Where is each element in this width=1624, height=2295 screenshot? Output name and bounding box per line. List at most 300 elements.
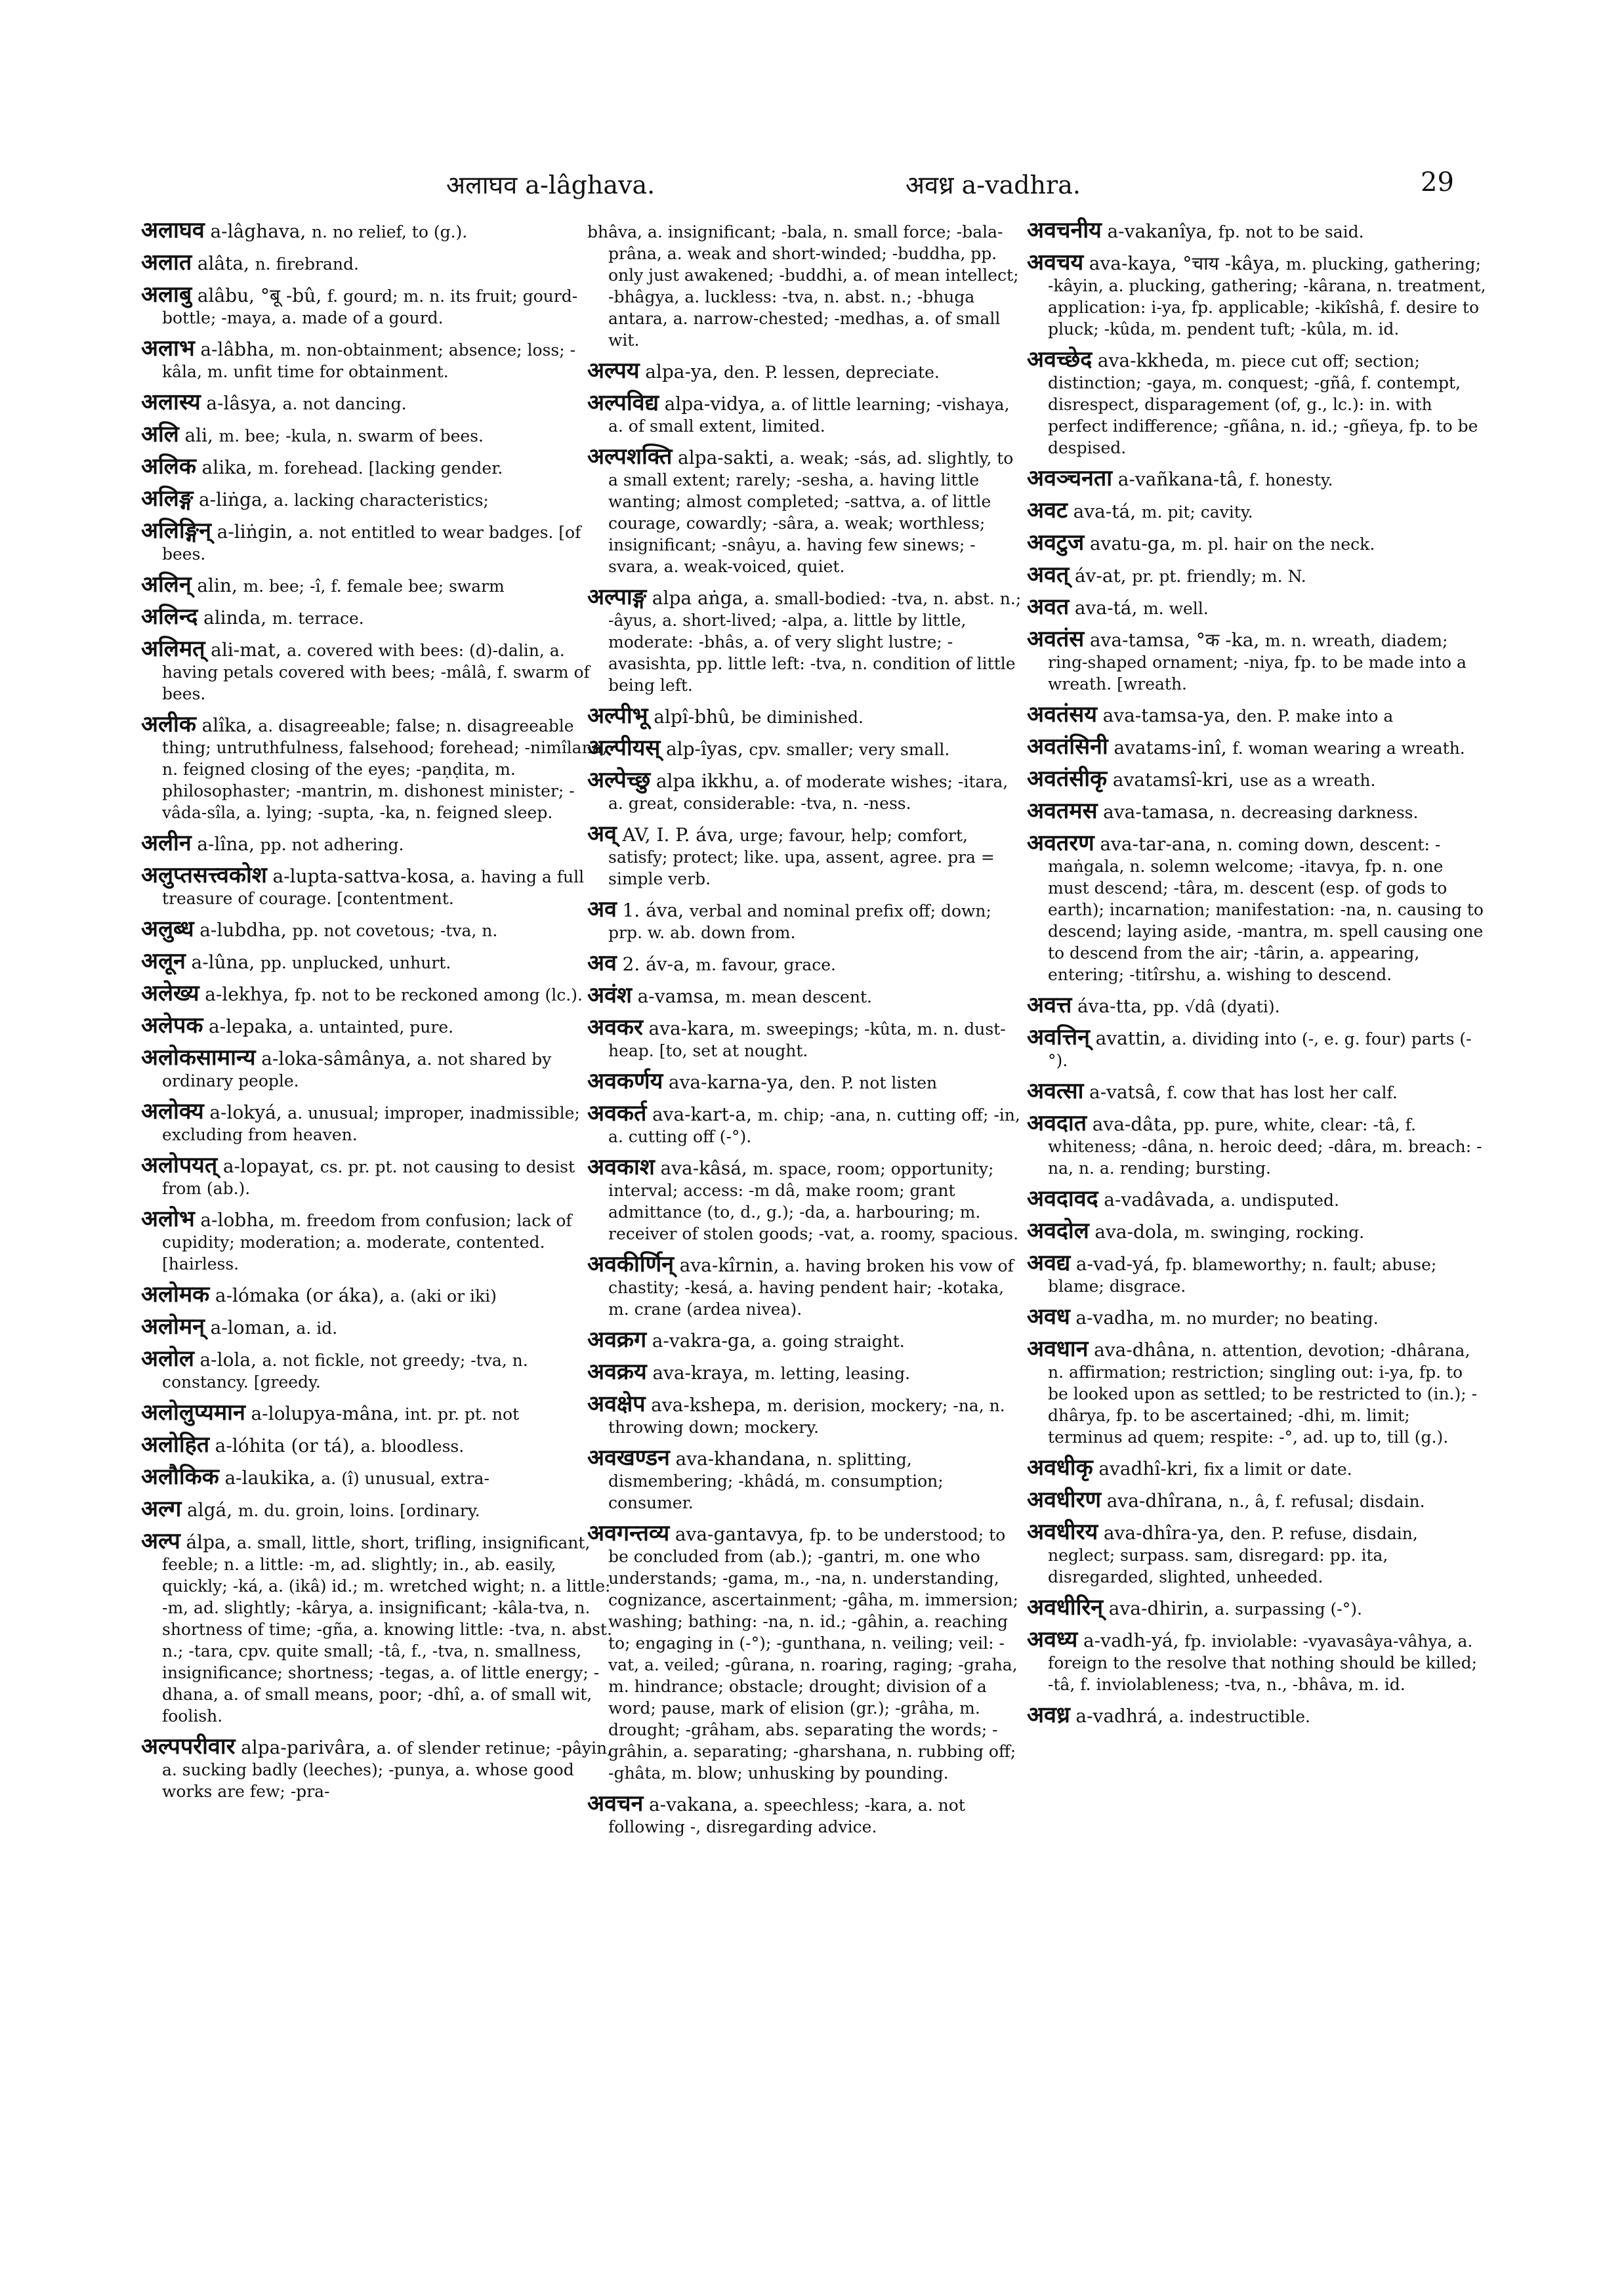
headword-devanagari: अलेख्य [141, 980, 199, 1006]
headword-devanagari: अवदोल [1027, 1218, 1089, 1244]
headword-devanagari: अलुप्तसत्त्वकोश [141, 862, 267, 888]
headword-devanagari: अवचन [587, 1790, 644, 1817]
entry-definition: a. (î) unusual, extra- [321, 1469, 489, 1488]
dictionary-entry [1027, 1626, 1486, 1695]
entry-definition: m. pl. hair on the neck. [1181, 535, 1375, 554]
headword-transliteration: alpa-parivâra, [241, 1737, 371, 1758]
headword-devanagari: अलाघव [141, 217, 205, 243]
headword-devanagari: अलाबु [141, 281, 192, 308]
headword-devanagari: अवधान [1027, 1336, 1089, 1362]
entry-definition: pp. √dâ (dyati). [1153, 997, 1280, 1016]
dictionary-entry [141, 980, 614, 1006]
dictionary-entry [1027, 830, 1486, 985]
headword-devanagari: अवत्तिन् [1027, 1024, 1091, 1050]
dictionary-entry [587, 1014, 1024, 1062]
headword-transliteration: a-lopayat, [222, 1155, 315, 1177]
headword-devanagari: अवंश [587, 982, 632, 1008]
headword-transliteration: ava-kara, [648, 1018, 735, 1039]
headword-devanagari: अवचय [1027, 249, 1084, 276]
entry-definition: m. favour, grace. [696, 955, 836, 974]
headword-devanagari: अवगन्तव्य [587, 1520, 670, 1546]
headword-devanagari: अवतंस [1027, 626, 1085, 652]
entry-definition: f. woman wearing a wreath. [1232, 739, 1465, 758]
dictionary-entry [1027, 596, 1486, 619]
headword-devanagari: अवट [1027, 497, 1068, 524]
dictionary-entry [1027, 1078, 1486, 1104]
headword-transliteration: AV, I. P. áva, [622, 824, 734, 846]
dictionary-entry [141, 1098, 614, 1146]
headword-transliteration: a-lubdha, [199, 919, 287, 941]
headword-devanagari: अवधीरिन् [1027, 1594, 1104, 1621]
dictionary-entry [141, 571, 614, 598]
headword-transliteration: alinda, [203, 607, 267, 629]
headword-devanagari: अवदात [1027, 1110, 1087, 1136]
entry-definition: fp. not to be said. [1218, 222, 1364, 241]
headword-devanagari: अवक्षेप [587, 1391, 646, 1417]
headword-transliteration: ava-tá, [1074, 597, 1138, 619]
entry-definition: a. surpassing (-°). [1215, 1600, 1362, 1619]
headword-transliteration: a-vañkana-tâ, [1117, 468, 1244, 490]
dictionary-entry [1027, 217, 1486, 243]
headword-devanagari: अलि [141, 421, 179, 447]
headword-devanagari: अलिक [141, 453, 196, 480]
entry-definition: pp. not covetous; -tva, n. [292, 921, 498, 940]
headword-transliteration: ava-karna-ya, [668, 1071, 795, 1093]
dictionary-entry [587, 1068, 1024, 1094]
entry-definition: a. id. [296, 1319, 338, 1338]
headword-transliteration: a-lepaka, [209, 1016, 293, 1037]
entry-definition: a. unusual; improper, inadmissible; excluding from heaven. [162, 1104, 580, 1144]
headword-devanagari: अलोलुप्यमान [141, 1399, 245, 1426]
entry-definition: a. untainted, pure. [299, 1018, 454, 1037]
headword-transliteration: ava-gantavya, [675, 1523, 804, 1545]
dictionary-entry [141, 335, 614, 382]
headword-transliteration: a-liṅgin, [217, 521, 293, 543]
entry-definition: bhâva, a. insignificant; -bala, n. small force; -bala-prâna, a. weak and short-winded; -buddha, pp. only just awakened; -buddhi, a. of mean intellect; -bhâgya, a. luckless: -tva, n. abst. n.; -bhuga antara, a. narrow-chested; -medhas, a. of small wit. [587, 222, 1019, 350]
dictionary-entry [1027, 1220, 1486, 1243]
entry-definition: m. plucking, gathering; -kâyin, a. plucking, gathering; -kârana, n. treatment, application: i-ya, fp. applicable; -kikîshâ, f. desire to pluck; -kûda, m. pendent tuft; -kûla, m. id. [1048, 255, 1486, 339]
dictionary-entry [1027, 249, 1486, 340]
dictionary-entry [1027, 346, 1486, 459]
entry-definition: pr. pt. friendly; m. N. [1132, 567, 1306, 586]
headword-transliteration: ava-kraya, [652, 1362, 749, 1384]
running-head [0, 167, 1624, 213]
headword-transliteration: a-vakra-ga, [652, 1330, 757, 1352]
headword-devanagari: अलोहित [141, 1432, 210, 1458]
dictionary-entry [141, 217, 614, 243]
entry-definition: a. small-bodied: -tva, n. abst. n.; -âyus, a. short-lived; -alpa, a. little by little, moderate: -bhâs, a. of very slight lustre; -avasishta, pp. little left: -tva, n. condition of little being left. [608, 589, 1022, 695]
headword-devanagari: अवत [1027, 594, 1070, 620]
entry-definition: den. P. make into a [1236, 707, 1394, 726]
dictionary-entry [141, 1152, 614, 1199]
headword-devanagari: अलोक्य [141, 1098, 204, 1125]
headword-devanagari: अवतरण [1027, 830, 1094, 856]
headword-devanagari: अवदावद [1027, 1186, 1098, 1212]
dictionary-entry [141, 249, 614, 276]
headword-transliteration: ava-tamasa, [1103, 801, 1215, 823]
headword-devanagari: अवत्सा [1027, 1078, 1084, 1104]
headword-devanagari: अलौकिक [141, 1464, 219, 1490]
running-head-right: अवध्र a-vadhra. [906, 171, 1081, 199]
headword-transliteration: ava-khandana, [675, 1448, 812, 1470]
headword-transliteration: ava-dâta, [1092, 1113, 1178, 1135]
dictionary-entry [1027, 465, 1486, 491]
entry-definition: n. coming down, descent: -maṅgala, n. solemn welcome; -itavya, fp. n. one must descend; -târa, m. descent (esp. of gods to earth); incarnation; manifestation: -na, n. causing to descend; laying aside, -mantra, m. spell causing one to descend from the air; -târin, a. appearing, entering; -titîrshu, a. wishing to descend. [1048, 835, 1484, 984]
dictionary-entry [1027, 1702, 1486, 1728]
entry-definition: verbal and nominal prefix off; down; prp. w. ab. down from. [608, 901, 991, 942]
dictionary-entry [587, 1251, 1024, 1320]
dictionary-entry [1027, 529, 1486, 556]
headword-devanagari: अल्पय [587, 358, 640, 384]
headword-devanagari: अलिङ्गिन् [141, 518, 212, 544]
dictionary-entry [141, 1348, 614, 1393]
dictionary-entry [587, 950, 1024, 976]
headword-transliteration: ava-dhîrana, [1106, 1490, 1223, 1512]
headword-transliteration: áv-at, [1074, 565, 1127, 587]
column-3 [1027, 217, 1486, 1737]
entry-definition: m. sweepings; -kûta, m. n. dust-heap. [to, set at nought. [608, 1020, 1006, 1060]
headword-transliteration: algá, [186, 1499, 233, 1521]
dictionary-entry [1027, 497, 1486, 524]
headword-transliteration: álpa, [186, 1531, 232, 1553]
headword-transliteration: ava-kshepa, [651, 1394, 762, 1416]
headword-transliteration: ava-dhirin, [1108, 1598, 1209, 1619]
headword-devanagari: अवत्त [1027, 992, 1072, 1018]
headword-transliteration: áva-tta, [1077, 995, 1148, 1017]
entry-definition: m. n. wreath, diadem; ring-shaped ornament; -niya, fp. to be made into a wreath. [wreath. [1048, 631, 1467, 693]
entry-definition: fp. not to be reckoned among (lc.). [294, 985, 583, 1004]
dictionary-entry [141, 1733, 614, 1802]
entry-definition: a. indestructible. [1169, 1707, 1310, 1726]
headword-transliteration: a-vakanîya, [1107, 220, 1213, 242]
headword-devanagari: अलुब्ध [141, 916, 194, 942]
dictionary-entry [141, 1281, 614, 1308]
headword-transliteration: alpî-bhû, [654, 706, 736, 728]
headword-transliteration: a-lûna, [191, 951, 255, 973]
headword-devanagari: अवञ्चनता [1027, 465, 1113, 491]
headword-transliteration: a-lokyá, [209, 1102, 282, 1123]
entry-definition: m. freedom from confusion; lack of cupidity; moderation; a. moderate, contented. [hairless. [162, 1211, 572, 1273]
headword-transliteration: alpa aṅga, [652, 587, 749, 609]
entry-definition: a. going straight. [762, 1332, 905, 1351]
headword-devanagari: अल्प [141, 1528, 180, 1554]
entry-definition: urge; favour, help; comfort, satisfy; protect; like. upa, assent, agree. pra = simple verb. [608, 826, 995, 888]
entry-definition: n. decreasing darkness. [1220, 803, 1419, 822]
entry-definition: a. of slender retinue; -pâyin, a. sucking badly (leeches); -punya, a. whose good works are few; -pra- [162, 1739, 613, 1801]
headword-transliteration: a-lâbha, [200, 339, 275, 360]
headword-devanagari: अलीन [141, 830, 192, 856]
dictionary-entry [1027, 992, 1486, 1018]
headword-transliteration: a-vadâvada, [1104, 1189, 1215, 1210]
headword-transliteration: ava-dola, [1094, 1221, 1179, 1243]
running-head-left: अलाघव a-lâghava. [446, 171, 656, 199]
entry-definition: a. undisputed. [1220, 1191, 1339, 1210]
entry-definition: a. (aki or iki) [390, 1287, 497, 1306]
dictionary-entry [1027, 1188, 1486, 1211]
dictionary-entry [587, 446, 1024, 577]
headword-devanagari: अवतंसय [1027, 701, 1097, 728]
entry-definition: a. not dancing. [282, 394, 407, 413]
entry-definition: use as a wreath. [1239, 771, 1376, 790]
entry-definition: pp. pure, white, clear: -tâ, f. whiteness; -dâna, n. heroic deed; -dâra, m. breach: -na, n. a. rending; bursting. [1048, 1115, 1482, 1178]
entry-definition: m. mean descent. [725, 987, 872, 1006]
headword-devanagari: अवध्य [1027, 1626, 1078, 1653]
headword-devanagari: अल्पशक्ति [587, 444, 673, 470]
headword-transliteration: a-lekhya, [205, 983, 289, 1005]
dictionary-entry [141, 421, 614, 447]
entry-definition: a. having broken his vow of chastity; -kesá, a. having pendent hair; -kotaka, m. crane (ardea nivea). [608, 1256, 1014, 1319]
dictionary-entry [587, 896, 1024, 943]
dictionary-entry [587, 392, 1024, 437]
headword-devanagari: अवधीरण [1027, 1487, 1102, 1513]
entry-definition: m. well. [1142, 599, 1209, 618]
headword-transliteration: avatu-ga, [1089, 533, 1176, 554]
entry-definition: a. not fickle, not greedy; -tva, n. constancy. [greedy. [162, 1351, 528, 1392]
dictionary-entry [141, 1012, 614, 1039]
headword-devanagari: अलोमन् [141, 1313, 205, 1340]
headword-devanagari: अलात [141, 249, 192, 276]
dictionary-entry [587, 1100, 1024, 1148]
dictionary-entry [587, 1154, 1024, 1245]
headword-transliteration: a-vadha, [1075, 1307, 1155, 1329]
entry-definition: den. P. refuse, disdain, neglect; surpass. sam, disregard: pp. ita, disregarded, slighted, unheeded. [1048, 1524, 1418, 1586]
entry-definition: m. terrace. [272, 609, 364, 628]
headword-devanagari: अवतंसीकृ [1027, 766, 1108, 792]
entry-definition: m. letting, leasing. [755, 1364, 911, 1383]
headword-devanagari: अवधीकृ [1027, 1455, 1093, 1481]
entry-definition: m. non-obtainment; absence; loss; -kâla, m. unfit time for obtainment. [162, 341, 576, 381]
dictionary-entry [587, 220, 1024, 351]
entry-definition: m. pit; cavity. [1141, 503, 1253, 522]
entry-definition: m. chip; -ana, n. cutting off; -in, a. cutting off (-°). [608, 1106, 1020, 1146]
headword-devanagari: अवचनीय [1027, 217, 1102, 243]
headword-transliteration: a-vakana, [648, 1794, 738, 1815]
entry-definition: n. splitting, dismembering; -khâdá, m. consumption; consumer. [608, 1450, 944, 1512]
dictionary-entry [1027, 768, 1486, 791]
headword-devanagari: अल्पेच्छु [587, 767, 651, 793]
headword-devanagari: अवध्र [1027, 1702, 1070, 1728]
dictionary-entry [141, 862, 614, 909]
headword-transliteration: a-vad-yá, [1075, 1253, 1160, 1275]
headword-devanagari: अलोमक [141, 1281, 210, 1308]
entry-definition: m. bee; -î, f. female bee; swarm [243, 577, 505, 596]
entry-definition: cs. pr. pt. not causing to desist from (ab.). [162, 1157, 575, 1198]
dictionary-entry [141, 638, 614, 705]
dictionary-entry [587, 1329, 1024, 1352]
headword-transliteration: ava-kkheda, [1097, 350, 1210, 371]
headword-devanagari: अल्पविद्य [587, 390, 659, 416]
headword-devanagari: अलून [141, 948, 186, 974]
entry-definition: m. derision, mockery; -na, n. throwing down; mockery. [608, 1396, 1005, 1437]
headword-transliteration: alîka, [201, 714, 253, 736]
headword-devanagari: अलिङ्ग [141, 486, 194, 512]
entry-definition: fix a limit or date. [1203, 1460, 1352, 1479]
headword-devanagari: अल्पाङ्ग [587, 584, 647, 610]
headword-devanagari: अवकाश [587, 1154, 655, 1180]
headword-transliteration: alâbu, °बू -bû, [197, 285, 322, 306]
headword-devanagari: अल्पीयस् [587, 735, 661, 761]
headword-devanagari: अवटुज [1027, 529, 1085, 556]
dictionary-entry [587, 767, 1024, 814]
entry-definition: f. cow that has lost her calf. [1167, 1083, 1398, 1102]
headword-transliteration: ava-kîrnin, [679, 1254, 780, 1276]
headword-transliteration: a-loka-sâmânya, [261, 1048, 412, 1069]
dictionary-entry [141, 606, 614, 629]
headword-transliteration: a-lîna, [197, 833, 255, 855]
headword-devanagari: अलिमत् [141, 636, 205, 662]
entry-definition: a. small, little, short, trifling, insignificant, feeble; n. a little: -m, ad. slightly; in., ab. easily, quickly; -ká, a. (ikâ) id.; m. wretched wight; n. a little: -m, ad. slightly; -kârya, a. insignificant; -kâla-tva, n. shortness of time; -gña, a. knowing little: -tva, n. abst. n.; -tara, cpv. quite small; -tâ, f., -tva, n. smallness, insignificance; shortness; -tegas, a. of little energy; -dhana, a. of small means, poor; -dhî, a. of small wit, foolish. [162, 1533, 612, 1726]
headword-devanagari: अवकर्त [587, 1100, 647, 1127]
headword-transliteration: a-vatsâ, [1089, 1081, 1161, 1103]
headword-transliteration: ava-kaya, °चाय -kâya, [1089, 253, 1281, 274]
headword-devanagari: अल्पीभू [587, 703, 648, 729]
dictionary-entry [587, 1790, 1024, 1838]
dictionary-entry [587, 1447, 1024, 1514]
dictionary-entry [1027, 1489, 1486, 1512]
dictionary-entry [141, 1528, 614, 1727]
headword-transliteration: ava-kart-a, [652, 1104, 752, 1125]
headword-devanagari: अवक्रय [587, 1359, 647, 1385]
dictionary-entry [141, 1466, 614, 1489]
dictionary-entry [141, 488, 614, 511]
headword-devanagari: अवक्रग [587, 1327, 647, 1353]
dictionary-entry [587, 1391, 1024, 1438]
dictionary-entry [587, 1361, 1024, 1384]
dictionary-entry [587, 823, 1024, 890]
headword-transliteration: avatamsî-kri, [1112, 769, 1234, 791]
dictionary-entry [1027, 800, 1486, 823]
entry-definition: a. covered with bees: (d)-dalin, a. having petals covered with bees; -mâlâ, f. swarm of bees. [162, 641, 590, 703]
headword-transliteration: ali-mat, [211, 639, 281, 661]
entry-definition: a. not entitled to wear badges. [of bees. [162, 523, 581, 564]
headword-transliteration: alp-îyas, [665, 738, 743, 760]
headword-devanagari: अवकर्णय [587, 1068, 663, 1094]
dictionary-entry [1027, 1521, 1486, 1588]
entry-definition: a. of moderate wishes; -itara, a. great, considerable: -tva, n. -ness. [608, 772, 1009, 813]
headword-transliteration: ava-tá, [1073, 501, 1136, 522]
column-2 [587, 220, 1024, 1847]
headword-transliteration: a-vamsa, [637, 985, 720, 1007]
headword-transliteration: a-vadhrá, [1075, 1705, 1163, 1727]
entry-definition: a. not shared by ordinary people. [162, 1050, 552, 1090]
headword-transliteration: a-loman, [210, 1317, 291, 1338]
dictionary-entry [1027, 736, 1486, 759]
headword-transliteration: a-lolupya-mâna, [251, 1403, 400, 1424]
headword-transliteration: alin, [197, 575, 238, 596]
headword-transliteration: avadhî-kri, [1098, 1458, 1199, 1479]
entry-definition: a. of little learning; -vishaya, a. of small extent, limited. [608, 395, 1010, 436]
headword-devanagari: अवध [1027, 1304, 1070, 1330]
dictionary-entry [587, 360, 1024, 383]
headword-devanagari: अलेपक [141, 1012, 203, 1039]
entry-definition: fp. to be understood; to be concluded from (ab.); -gantri, m. one who understands; -gama, m., -na, n. understanding, cognizance, ascertainment; -gâha, m. immersion; washing; bathing: -na, n. id.; -gâhin, a. reaching to; engaging in (-°); -gunthana, n. veiling; veil: -vat, a. veiled; -gûrana, n. roaring, raging; -graha, m. hindrance; obstacle; drought; division of a word; pause, mark of elision (gr.); -grâha, m. drought; -grâham, abs. separating the words; -grâhin, a. separating; -gharshana, n. rubbing off; -ghâta, m. blow; unhusking by pounding. [608, 1525, 1018, 1783]
dictionary-entry [141, 389, 614, 415]
dictionary-entry [1027, 1306, 1486, 1329]
headword-devanagari: अलोल [141, 1346, 194, 1372]
entry-definition: fp. blameworthy; n. fault; abuse; blame; disgrace. [1048, 1255, 1437, 1296]
headword-transliteration: ava-tar-ana, [1100, 833, 1212, 855]
entry-definition: m. du. groin, loins. [ordinary. [238, 1501, 480, 1520]
headword-devanagari: अव [587, 896, 617, 922]
dictionary-entry [141, 711, 614, 823]
dictionary-entry [141, 1434, 614, 1457]
headword-devanagari: अव [587, 950, 617, 976]
headword-devanagari: अवकीर्णिन् [587, 1251, 675, 1277]
entry-definition: n., â, f. refusal; disdain. [1228, 1492, 1425, 1511]
headword-transliteration: a-lupta-sattva-kosa, [272, 865, 455, 887]
headword-devanagari: अलोभ [141, 1206, 195, 1232]
entry-definition: a. having a full treasure of courage. [contentment. [162, 867, 585, 908]
entry-definition: n. no relief, to (g.). [311, 222, 468, 241]
entry-definition: f. honesty. [1249, 470, 1333, 489]
entry-definition: m. piece cut off; section; distinction; -gaya, m. conquest; -gñâ, f. contempt, disrespect, disparagement (of, g., lc.): in. with perfect indifference; -gñâna, n. id.; -gñeya, fp. to be despised. [1048, 352, 1478, 457]
headword-devanagari: अवकर [587, 1014, 643, 1041]
headword-devanagari: अवधीरय [1027, 1519, 1098, 1545]
entry-definition: m. space, room; opportunity; interval; access: -m dâ, make room; grant admittance (to, d., g.); -da, a. harbouring; m. receiver of stolen goods; -vat, a. roomy, spacious. [608, 1159, 1019, 1243]
entry-definition: m. bee; -kula, n. swarm of bees. [219, 426, 484, 445]
headword-devanagari: अवतमस [1027, 798, 1098, 824]
headword-devanagari: अलीक [141, 711, 196, 737]
entry-definition: f. gourd; m. n. its fruit; gourd-bottle; -maya, a. made of a gourd. [162, 287, 578, 327]
entry-definition: den. P. not listen [799, 1073, 938, 1092]
headword-devanagari: अवत् [1027, 562, 1070, 588]
headword-devanagari: अवद्य [1027, 1250, 1071, 1276]
headword-transliteration: avattin, [1095, 1027, 1167, 1049]
headword-transliteration: ali, [184, 424, 213, 446]
headword-devanagari: अल्ग [141, 1496, 182, 1522]
dictionary-entry [1027, 1024, 1486, 1071]
headword-transliteration: ava-dhâna, [1094, 1339, 1196, 1361]
dictionary-entry [141, 916, 614, 942]
entry-definition: a. speechless; -kara, a. not following -, disregarding advice. [608, 1796, 965, 1836]
entry-definition: m. swinging, rocking. [1184, 1223, 1365, 1242]
headword-transliteration: a-lâghava, [210, 220, 306, 242]
headword-transliteration: 1. áva, [622, 899, 684, 921]
dictionary-entry [1027, 564, 1486, 587]
dictionary-entry [141, 948, 614, 974]
dictionary-entry [141, 1313, 614, 1340]
headword-transliteration: alâta, [197, 253, 249, 274]
headword-transliteration: a-lola, [199, 1349, 257, 1371]
entry-definition: pp. unplucked, unhurt. [260, 953, 451, 972]
dictionary-entry [1027, 626, 1486, 695]
dictionary-entry [141, 1496, 614, 1522]
dictionary-entry [1027, 1594, 1486, 1621]
dictionary-entry [141, 1206, 614, 1275]
headword-transliteration: 2. áv-a, [622, 953, 690, 975]
headword-devanagari: अलोकसामान्य [141, 1044, 256, 1071]
headword-devanagari: अल्पपरीवार [141, 1733, 236, 1760]
headword-transliteration: ava-tamsa, °क -ka, [1089, 629, 1260, 651]
entry-definition: be diminished. [741, 708, 864, 727]
headword-transliteration: a-lómaka (or áka), [215, 1285, 385, 1306]
dictionary-entry [141, 281, 614, 329]
entry-definition: a. dividing into (-, e. g. four) parts (-°). [1048, 1029, 1472, 1070]
headword-transliteration: a-lobha, [200, 1209, 275, 1231]
dictionary-entry [141, 453, 614, 480]
entry-definition: int. pr. pt. not [404, 1405, 520, 1424]
headword-devanagari: अलास्य [141, 389, 201, 415]
entry-definition: m. no murder; no beating. [1160, 1309, 1379, 1328]
dictionary-entry [1027, 1110, 1486, 1179]
headword-transliteration: alpa-sakti, [678, 447, 774, 468]
dictionary-entry [587, 737, 1024, 760]
entry-definition: a. bloodless. [360, 1437, 465, 1456]
headword-transliteration: avatams-inî, [1114, 737, 1227, 758]
headword-transliteration: ava-tamsa-ya, [1102, 705, 1231, 726]
dictionary-entry [587, 705, 1024, 728]
headword-devanagari: अलिन्द [141, 604, 198, 630]
